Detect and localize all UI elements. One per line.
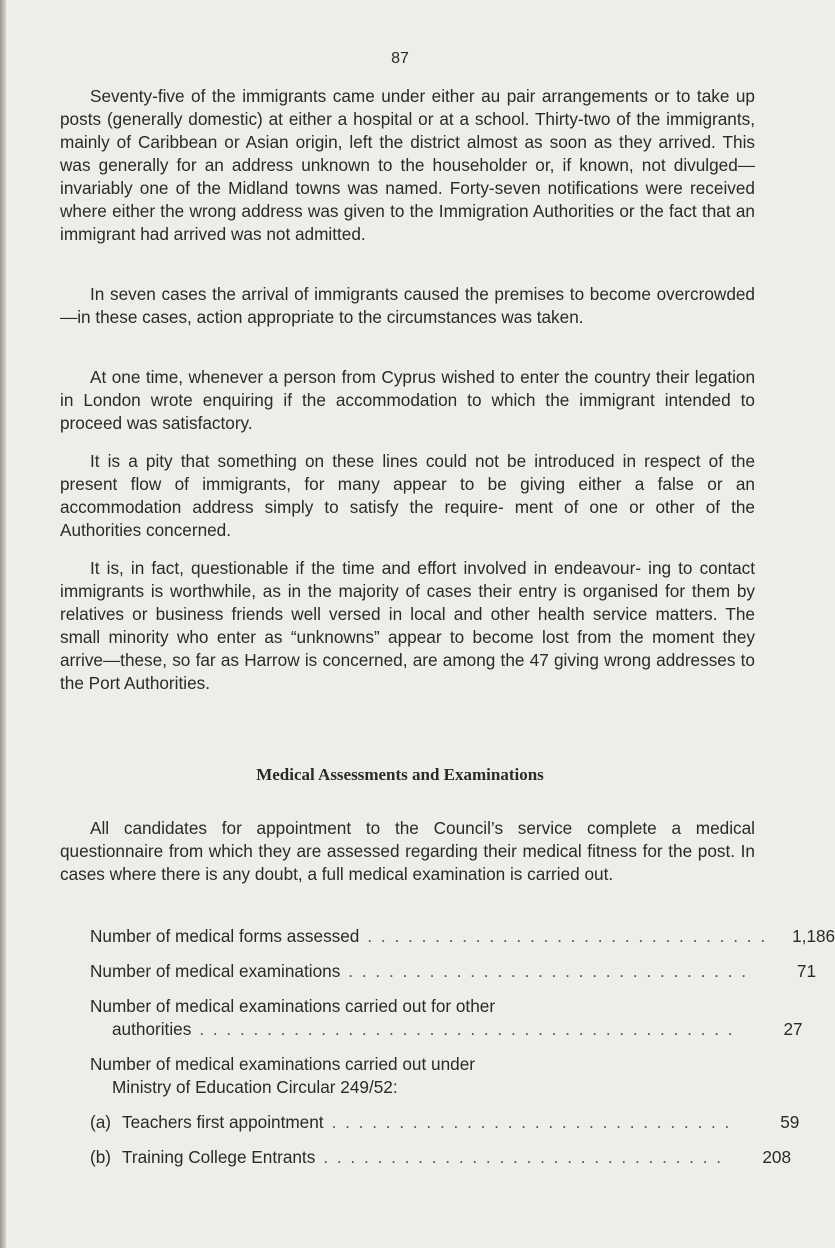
stat-label-continuation: Ministry of Education Circular 249/52: — [112, 1077, 398, 1097]
stat-label: Number of medical forms assessed — [90, 926, 360, 946]
stat-label: Number of medical examinations carried out for other — [90, 996, 496, 1016]
section-heading: Medical Assessments and Examinations — [256, 765, 544, 784]
page-number: 87 — [391, 50, 409, 67]
item-marker: (b) — [90, 1147, 112, 1167]
leader-dots: . . . . . . . . . . . . . . . . . . . . . . . . . . . . . . — [323, 1147, 724, 1167]
page-binding-edge — [0, 0, 6, 1248]
paragraph-questionable-effort: It is, in fact, questionable if the time and effort involved in endeavour- ing to contact immigrants is worthwhile, as in the majority of cases their entry is organised for them by relatives or business friends well versed in local and other health service matters. The small minority who enter as “unknowns” appear to become lost from the moment they arrive—these, so far as Harrow is concerned, are among the 47 giving wrong addresses to the Port Authorities. — [60, 558, 755, 693]
stat-value: 71 — [796, 961, 817, 981]
stat-label: Number of medical examinations carried out under — [90, 1054, 475, 1074]
paragraph-cyprus-legation: At one time, whenever a person from Cyprus wished to enter the country their legation in London wrote enquiring if the accommodation to which the immigrant intended to proceed was satisfactory. — [60, 367, 755, 433]
item-marker: (a) — [90, 1112, 112, 1132]
stat-row-training-college — [90, 1146, 792, 1169]
stat-label — [90, 1146, 315, 1169]
stat-row-continuation — [90, 1018, 803, 1041]
leader-dots: . . . . . . . . . . . . . . . . . . . . . . . . . . . . . . — [348, 961, 749, 981]
stat-label-text: Training College Entrants — [122, 1147, 316, 1167]
medical-statistics — [90, 925, 835, 1181]
stat-row-forms — [90, 925, 835, 948]
stat-row-circular — [90, 1053, 710, 1099]
leader-dots: . . . . . . . . . . . . . . . . . . . . . . . . . . . . . . — [331, 1112, 732, 1132]
paragraph-immigrant-arrivals: Seventy-five of the immigrants came under either au pair arrangements or to take up posts (generally domestic) at either a hospital or at a school. Thirty-two of the immigrants, mainly of Caribbean or Asian origin, left the district almost as soon as they arrived. This was generally for an address unknown to the householder or, if known, not divulged— invariably one of the Midland towns was named. Forty-seven notifications were received where either the wrong address was given to the Immigration Authorities or the fact that an immigrant had arrived was not admitted. — [60, 86, 755, 244]
stat-label: Number of medical examinations — [90, 961, 341, 981]
leader-dots: . . . . . . . . . . . . . . . . . . . . . . . . . . . . . . . . . . . . . . . . — [199, 1019, 735, 1039]
paragraph-candidates: All candidates for appointment to the Council’s service complete a medical questionnaire from which they are assessed regarding their medical fitness for the post. In cases where there is any doubt, a full medical examination is carried out. — [60, 818, 755, 884]
stat-value: 1,186 — [792, 926, 835, 946]
paragraph-pity: It is a pity that something on these lines could not be introduced in respect of the present flow of immigrants, for many appear to be giving either a false or an accommodation address simply to satisfy the require- ment of one or other of the Authorities concerned. — [60, 451, 755, 540]
stat-value: 59 — [780, 1112, 800, 1132]
leader-dots: . . . . . . . . . . . . . . . . . . . . . . . . . . . . . . — [367, 926, 768, 946]
stat-label-continuation: authorities — [112, 1019, 192, 1039]
stat-label-text: Teachers first appointment — [122, 1112, 324, 1132]
stat-row-examinations — [90, 960, 817, 983]
stat-row-teachers — [90, 1111, 800, 1134]
paragraph-overcrowding: In seven cases the arrival of immigrants caused the premises to become overcrowded—in these cases, action appropriate to the circumstances was taken. — [60, 284, 755, 327]
stat-value: 27 — [783, 1019, 803, 1039]
stat-row-other-authorities — [90, 995, 803, 1041]
stat-value: 208 — [762, 1147, 792, 1167]
stat-label — [90, 1111, 324, 1134]
stat-row-continuation — [90, 1076, 710, 1099]
